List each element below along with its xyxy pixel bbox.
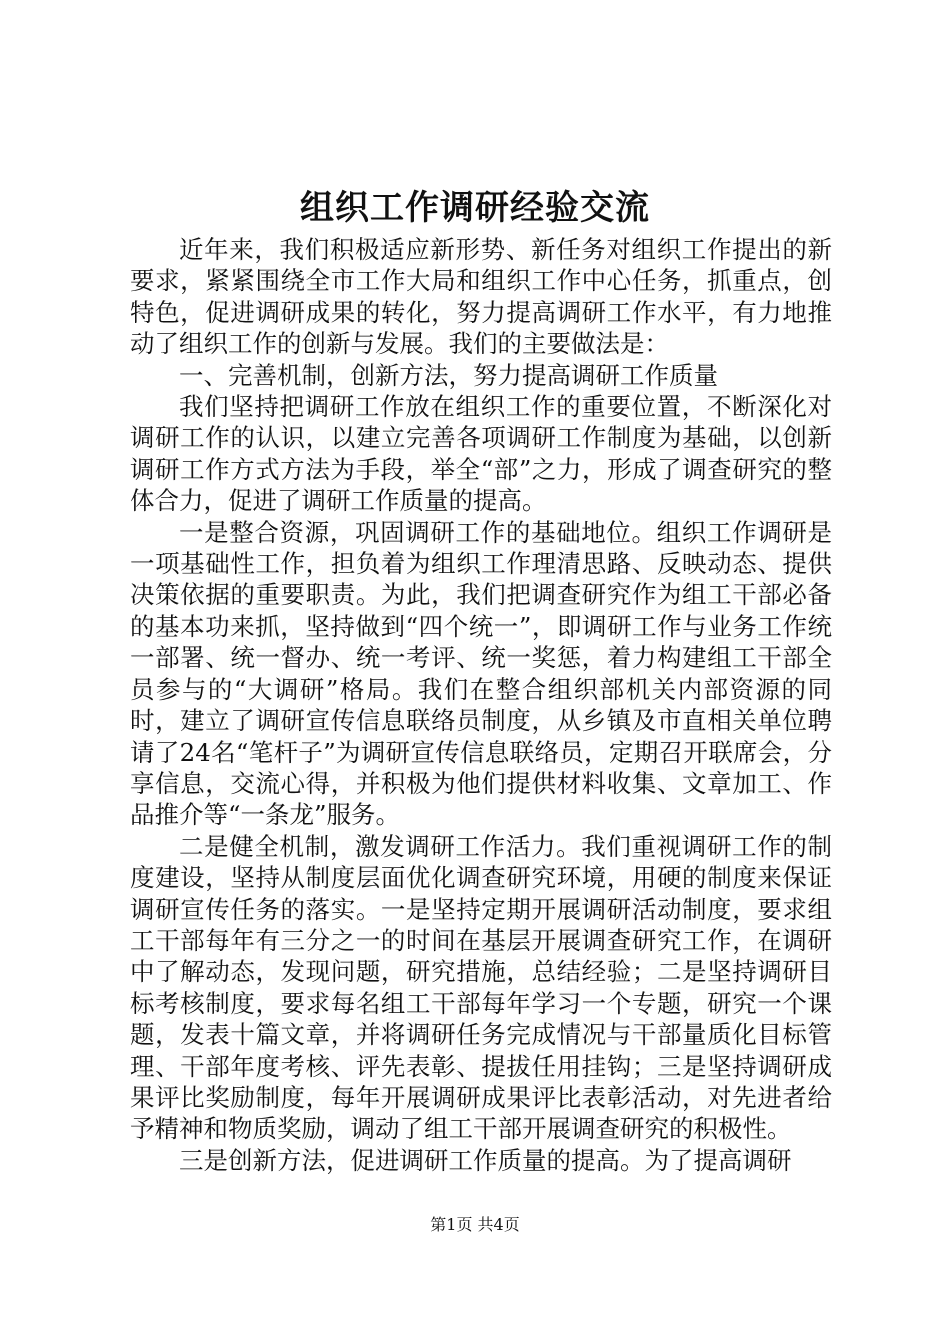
document-body: [130, 234, 832, 1176]
paragraph-section-1-overview: 我们坚持把调研工作放在组织工作的重要位置，不断深化对调研工作的认识，以建立完善各项调研工作制度为基础，以创新调研工作方式方法为手段，举全“部”之力，形成了调查研究的整体合力，促进了调研工作质量的提高。: [130, 392, 832, 516]
paragraph-point-1: 一是整合资源，巩固调研工作的基础地位。组织工作调研是一项基础性工作，担负着为组织工作理清思路、反映动态、提供决策依据的重要职责。为此，我们把调查研究作为组工干部必备的基本功来抓，坚持做到“四个统一”，即调研工作与业务工作统一部署、统一督办、统一考评、统一奖惩，着力构建组工干部全员参与的“大调研”格局。我们在整合组织部机关内部资源的同时，建立了调研宣传信息联络员制度，从乡镇及市直相关单位聘请了24名“笔杆子”为调研宣传信息联络员，定期召开联席会，分享信息，交流心得，并积极为他们提供材料收集、文章加工、作品推介等“一条龙”服务。: [130, 517, 832, 830]
paragraph-point-3: 三是创新方法，促进调研工作质量的提高。为了提高调研: [179, 1145, 792, 1175]
document-title: 组织工作调研经验交流: [300, 188, 650, 228]
section-heading-1: 一、完善机制，创新方法，努力提高调研工作质量: [179, 360, 718, 390]
paragraph-intro: 近年来，我们积极适应新形势、新任务对组织工作提出的新要求，紧紧围绕全市工作大局和组织工作中心任务，抓重点，创特色，促进调研成果的转化，努力提高调研工作水平，有力地推动了组织工作的创新与发展。我们的主要做法是：: [130, 235, 832, 359]
page-footer: 第1页 共4页: [430, 1215, 520, 1234]
paragraph-point-2: 二是健全机制，激发调研工作活力。我们重视调研工作的制度建设，坚持从制度层面优化调查研究环境，用硬的制度来保证调研宣传任务的落实。一是坚持定期开展调研活动制度，要求组工干部每年有三分之一的时间在基层开展调查研究工作，在调研中了解动态，发现问题，研究措施，总结经验；二是坚持调研目标考核制度，要求每名组工干部每年学习一个专题，研究一个课题，发表十篇文章，并将调研任务完成情况与干部量质化目标管理、干部年度考核、评先表彰、提拔任用挂钩；三是坚持调研成果评比奖励制度，每年开展调研成果评比表彰活动，对先进者给予精神和物质奖励，调动了组工干部开展调查研究的积极性。: [130, 831, 832, 1144]
